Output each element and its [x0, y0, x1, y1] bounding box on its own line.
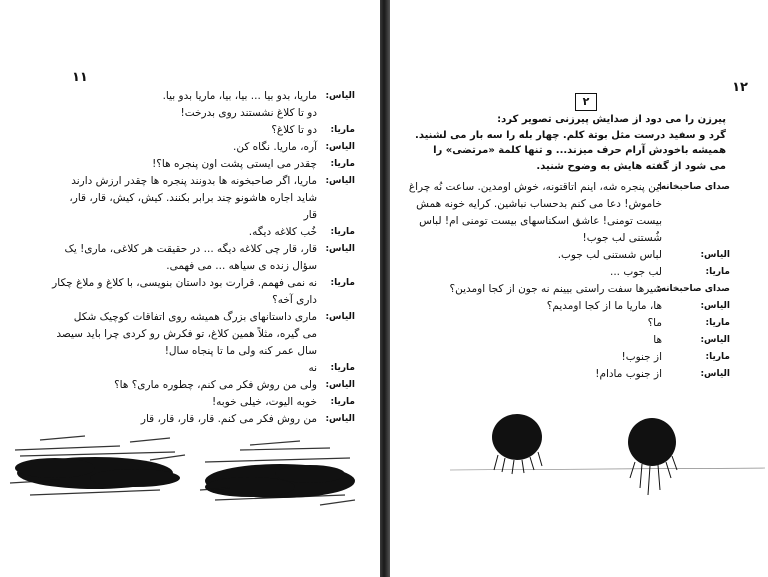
dialogue-text: داری آخه؟	[272, 294, 317, 306]
left-page	[0, 0, 380, 577]
speaker-label: الیاس:	[325, 380, 355, 390]
page-number-left: ۱۱	[72, 70, 88, 85]
dialogue-text: شُستنی لب جوب!	[582, 232, 662, 244]
speaker-label: الیاس:	[700, 250, 730, 260]
dialogue-text: من روش فکر می کنم. قار، قار، قار، قار	[140, 413, 317, 425]
book-gutter	[380, 0, 390, 577]
dialogue-text: خاموش! دعا می کنم بدحساب نباشین. کرایه خونه همش	[416, 198, 662, 210]
speaker-label: الیاس:	[325, 91, 355, 101]
dialogue-text: از جنوب مادام!	[595, 368, 662, 380]
dialogue-text: خوبه الیوت، خیلی خوبه!	[211, 396, 317, 408]
dialogue-text: ماریا، بدو بیا ... بیا، بیا، ماریا بدو بیا.	[162, 90, 317, 102]
speaker-label: ماریا:	[330, 125, 355, 135]
dialogue-text: می گیره، مثلاً همین کلاغ، تو فکرش رو کردی چرا باید سیصد	[56, 328, 317, 340]
dialogue-text: از جنوب!	[621, 351, 662, 363]
dialogue-text: ماری داستانهای بزرگ همیشه روی اتفاقات کوچیک شکل	[73, 311, 317, 323]
speaker-label: الیاس:	[700, 301, 730, 311]
dialogue-text: این پنجره شه، اینم اتاقتونه، خوش اومدین. ساعت نُه چراغ	[408, 181, 662, 193]
dialogue-text: آره، ماریا. نگاه کن.	[233, 141, 317, 153]
dialogue-text: چقدر می ایستی پشت اون پنجره ها؟!	[152, 158, 317, 170]
dialogue-text: دو تا کلاغ نشستند روی بدرخت!	[180, 107, 317, 119]
dialogue-text: نه	[308, 362, 317, 374]
dialogue-text: بیست تومنی! عاشق اسکناسهای بیست تومنی ام! لباس	[419, 215, 662, 227]
scene-number-box: ۲	[575, 93, 597, 111]
stage-direction-line: همیشه باخودش آرام حرف میزند... و تنها کلمة «مرتضی» را	[433, 145, 726, 156]
speaker-label: صدای صاحبخانه:	[657, 284, 730, 294]
page-number-right: ۱۲	[732, 80, 748, 95]
crow-shadows-illustration	[0, 0, 380, 577]
right-page	[390, 0, 768, 577]
speaker-label: ماریا:	[705, 352, 730, 362]
dialogue-text: ماریا، اگر صاحبخونه ها بدونند پنجره ها چقدر ارزش دارند	[71, 175, 317, 187]
speaker-label: ماریا:	[705, 267, 730, 277]
speaker-label: الیاس:	[325, 142, 355, 152]
dialogue-text: ها، ماریا ما از کجا اومدیم؟	[546, 300, 662, 312]
dialogue-text: دو تا کلاغ؟	[271, 124, 317, 136]
stage-direction-line: پیرزن را می دود از صدایش پیرزنی تصویر کرد:	[497, 114, 726, 125]
dialogue-text: نه نمی فهمم. قرارت بود داستان بنویسی، با کلاغ و ملاغ چکار	[52, 277, 317, 289]
speaker-label: ماریا:	[330, 227, 355, 237]
dialogue-text: ولی من روش فکر می کنم، چطوره ماری؟ ها؟	[114, 379, 317, 391]
speaker-label: الیاس:	[700, 369, 730, 379]
dialogue-text: سال عمر کنه ولی ما تا پنجاه سال!	[164, 345, 317, 357]
dialogue-text: لباس شستنی لب جوب.	[557, 249, 662, 261]
dialogue-text: لب جوب ...	[610, 266, 662, 278]
dialogue-text: قار	[303, 209, 317, 221]
dialogue-text: شاید اجاره هاشونو چند برابر بکنند. کیش، کیش، قار، قار،	[69, 192, 317, 204]
stage-direction-line: گرد و سفید درست مثل بوتة کلم. چهار بله را سه بار می لشنید.	[415, 129, 726, 141]
dialogue-text: ها	[653, 334, 662, 346]
speaker-label: ماریا:	[330, 363, 355, 373]
speaker-label: الیاس:	[325, 312, 355, 322]
speaker-label: الیاس:	[325, 414, 355, 424]
speaker-label: الیاس:	[325, 244, 355, 254]
dialogue-text: خُب کلاغه دیگه.	[248, 226, 317, 238]
speaker-label: الیاس:	[325, 176, 355, 186]
speaker-label: ماریا:	[330, 159, 355, 169]
dialogue-text: قار، قار چی کلاغه دیگه ... در حقیقت هر کلاغی، ماری! یک	[64, 243, 317, 255]
stage-direction-line: می شود از گفته هایش به وضوح شنید.	[536, 160, 726, 172]
speaker-label: ماریا:	[705, 318, 730, 328]
dialogue-text: سؤال زنده ی سیاهه ... می فهمی.	[166, 260, 317, 272]
speaker-label: الیاس:	[700, 335, 730, 345]
speaker-label: صدای صاحبخانه:	[657, 182, 730, 192]
speaker-label: ماریا:	[330, 397, 355, 407]
speaker-label: ماریا:	[330, 278, 355, 288]
dialogue-text: شیرها سفت راستی بیینم نه جون از کجا اومدین؟	[449, 283, 662, 295]
two-figures-illustration	[390, 0, 768, 577]
dialogue-text: ما؟	[647, 317, 662, 329]
